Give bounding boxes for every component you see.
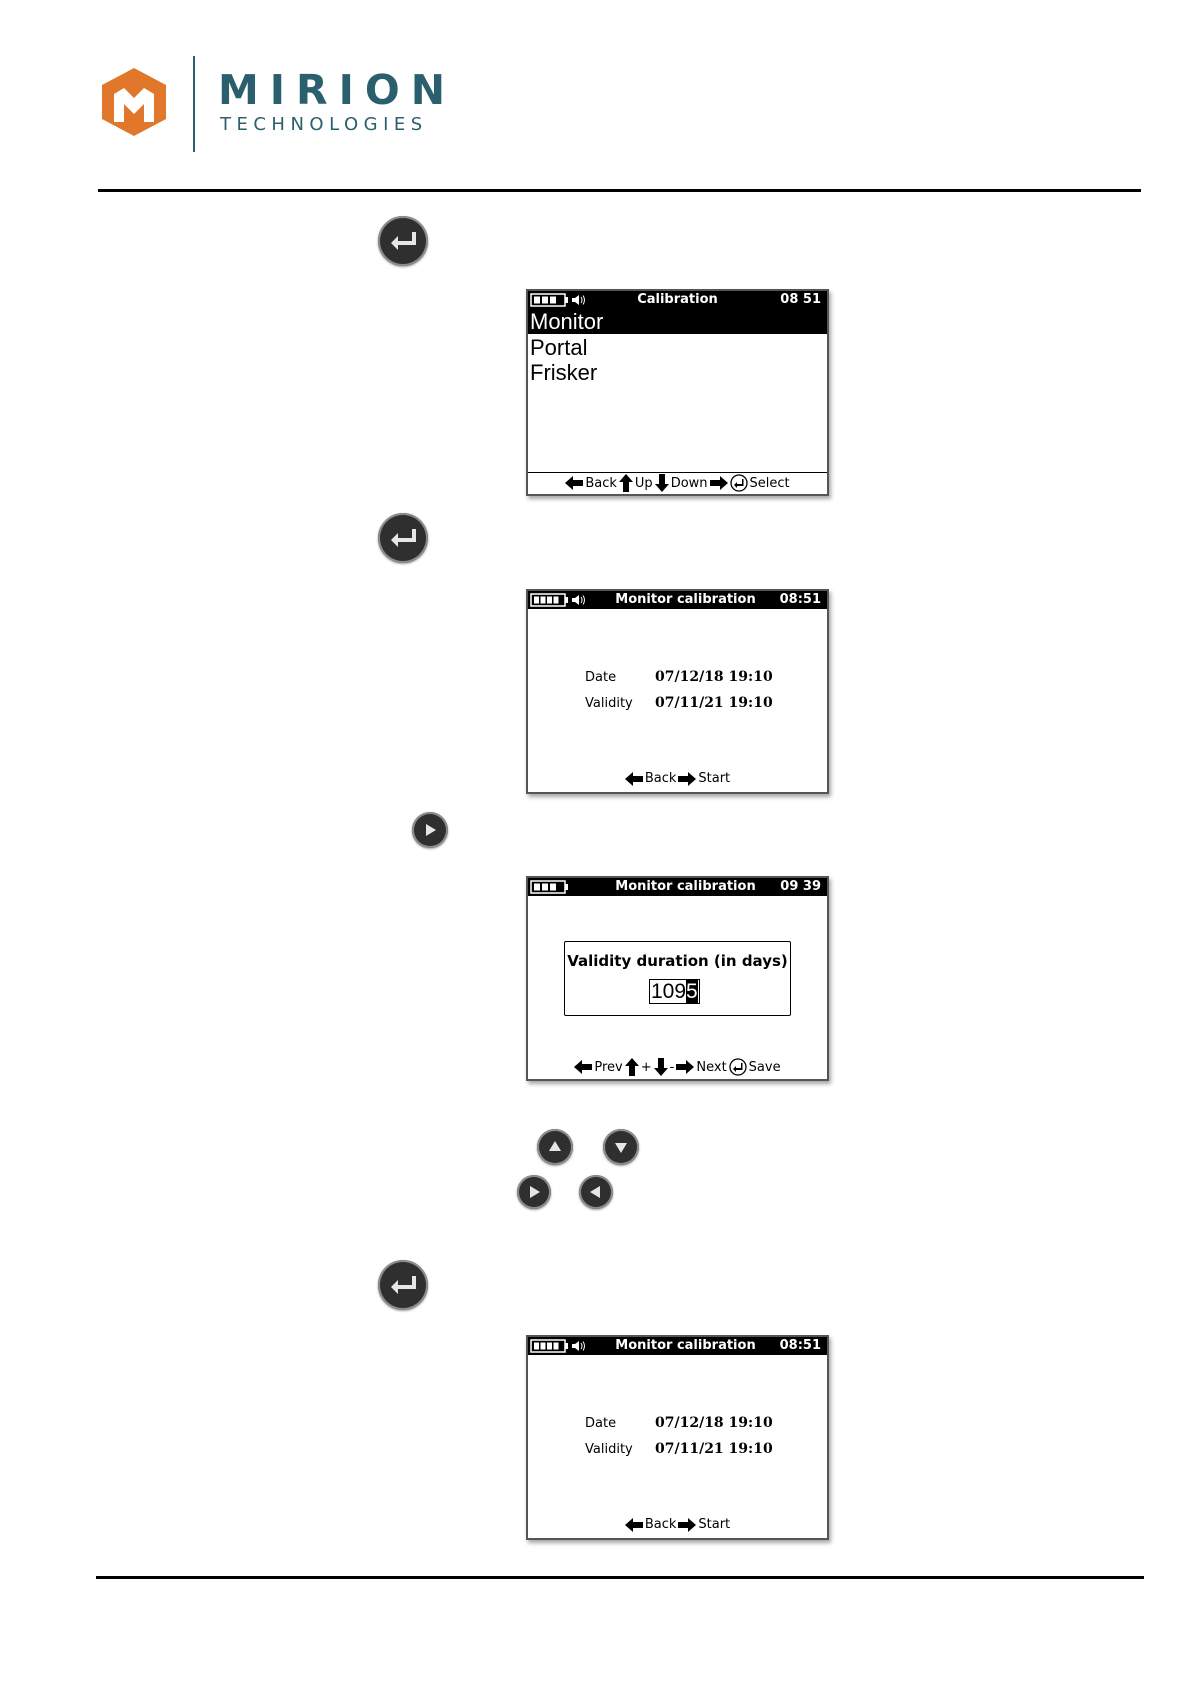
screen-title: Monitor calibration	[615, 1338, 756, 1353]
date-label: Date	[585, 1416, 617, 1431]
left-arrow-icon	[625, 772, 643, 786]
down-arrow-icon	[614, 1140, 628, 1154]
status-bar	[528, 878, 827, 896]
footer-prev: Prev	[594, 1059, 623, 1075]
enter-button[interactable]	[378, 1260, 428, 1310]
calibration-menu-screen	[526, 289, 829, 496]
screen-title: Calibration	[637, 292, 718, 307]
footer-start: Start	[698, 1517, 731, 1532]
right-arrow-icon	[527, 1185, 541, 1199]
date-value: 07/12/18 19:10	[655, 669, 773, 685]
footer-back: Back	[585, 475, 617, 491]
left-arrow-icon	[589, 1185, 603, 1199]
mirion-logo-icon	[100, 66, 168, 138]
validity-duration-screen	[526, 876, 829, 1081]
screen-footer	[528, 1058, 827, 1076]
clock: 09 39	[780, 879, 821, 894]
monitor-calibration-screen	[526, 1335, 829, 1540]
footer-back: Back	[644, 771, 677, 786]
menu-item-portal[interactable]: Portal	[530, 335, 588, 360]
left-arrow-icon	[625, 1518, 643, 1532]
up-button[interactable]	[537, 1129, 573, 1165]
screen-title: Monitor calibration	[615, 879, 756, 894]
menu-item-frisker[interactable]: Frisker	[530, 360, 598, 385]
screen-footer	[528, 1517, 827, 1532]
status-bar	[528, 291, 827, 309]
validity-label: Validity	[585, 696, 633, 711]
left-button[interactable]	[579, 1175, 613, 1209]
validity-value: 07/11/21 19:10	[655, 1441, 773, 1457]
footer-down: Down	[670, 475, 708, 491]
status-bar	[528, 1337, 827, 1355]
left-arrow-icon	[574, 1060, 592, 1074]
logo-divider	[193, 56, 195, 152]
clock: 08:51	[779, 592, 821, 607]
down-arrow-icon	[654, 1058, 668, 1076]
footer-up: Up	[634, 475, 653, 491]
duration-input[interactable]	[649, 979, 700, 1004]
enter-icon	[388, 229, 418, 253]
validity-label: Validity	[585, 1442, 633, 1457]
enter-button[interactable]	[378, 513, 428, 563]
screen-footer	[528, 771, 827, 786]
up-arrow-icon	[625, 1058, 639, 1076]
duration-value: 109	[651, 980, 687, 1003]
date-value: 07/12/18 19:10	[655, 1415, 773, 1431]
footer-plus: +	[640, 1059, 652, 1075]
logo-wordmark: MIRION	[218, 66, 457, 114]
screen-footer	[528, 474, 827, 492]
right-arrow-icon	[678, 772, 696, 786]
enter-small-icon	[729, 1058, 747, 1076]
footer-divider	[528, 472, 827, 473]
footer-minus: -	[669, 1059, 675, 1075]
footer-rule	[96, 1576, 1144, 1579]
enter-small-icon	[730, 474, 748, 492]
right-arrow-icon	[710, 476, 728, 490]
dialog-title: Validity duration (in days)	[567, 952, 788, 970]
right-arrow-icon	[423, 823, 437, 837]
clock: 08:51	[779, 1338, 821, 1353]
menu-item-monitor[interactable]: Monitor	[528, 309, 827, 334]
right-arrow-icon	[676, 1060, 694, 1074]
down-button[interactable]	[603, 1129, 639, 1165]
down-arrow-icon	[655, 474, 669, 492]
footer-save: Save	[748, 1059, 781, 1075]
footer-next: Next	[696, 1059, 727, 1075]
up-arrow-icon	[548, 1140, 562, 1154]
footer-select: Select	[749, 475, 790, 491]
clock: 08 51	[780, 292, 821, 307]
header-rule	[98, 189, 1141, 192]
right-button[interactable]	[412, 812, 448, 848]
enter-icon	[388, 1273, 418, 1297]
enter-button[interactable]	[378, 216, 428, 266]
status-bar	[528, 591, 827, 609]
enter-icon	[388, 526, 418, 550]
footer-start: Start	[698, 771, 731, 786]
right-arrow-icon	[678, 1518, 696, 1532]
duration-cursor-digit: 5	[686, 980, 698, 1003]
up-arrow-icon	[619, 474, 633, 492]
footer-back: Back	[644, 1517, 677, 1532]
validity-dialog	[564, 941, 791, 1016]
monitor-calibration-screen	[526, 589, 829, 794]
left-arrow-icon	[565, 476, 583, 490]
date-label: Date	[585, 670, 617, 685]
validity-value: 07/11/21 19:10	[655, 695, 773, 711]
right-button[interactable]	[517, 1175, 551, 1209]
screen-title: Monitor calibration	[615, 592, 756, 607]
logo-subtitle: TECHNOLOGIES	[220, 114, 428, 135]
